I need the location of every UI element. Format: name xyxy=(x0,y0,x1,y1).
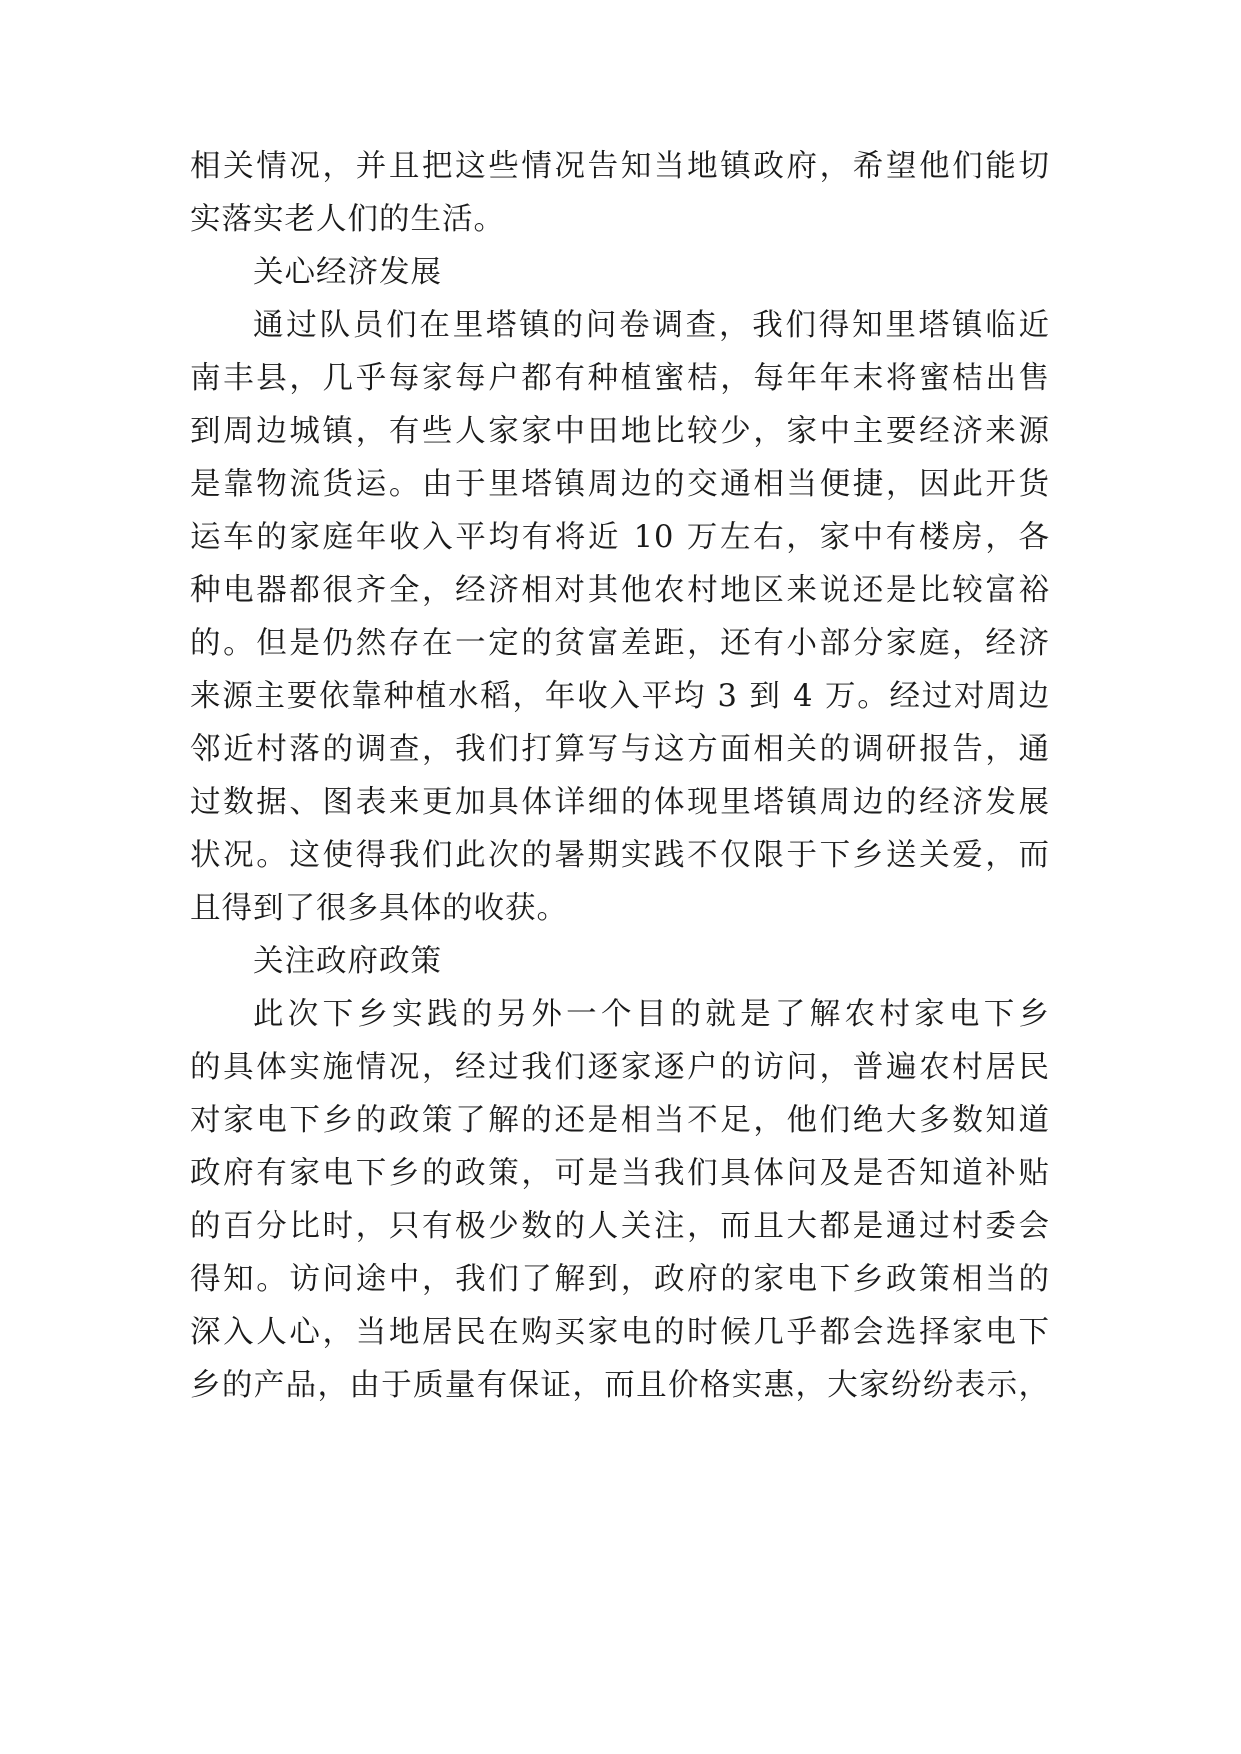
paragraph-line: 实落实老人们的生活。 xyxy=(190,202,505,237)
paragraph-line: 邻近村落的调查，我们打算写与这方面相关的调研报告，通 xyxy=(190,732,1050,767)
paragraph-line: 政府有家电下乡的政策，可是当我们具体问及是否知道补贴 xyxy=(190,1156,1050,1191)
paragraph-line: 是靠物流货运。由于里塔镇周边的交通相当便捷，因此开货 xyxy=(190,467,1050,502)
paragraph-line: 的。但是仍然存在一定的贫富差距，还有小部分家庭，经济 xyxy=(190,626,1050,661)
paragraph-line: 到周边城镇，有些人家家中田地比较少，家中主要经济来源 xyxy=(190,414,1050,449)
paragraph-line: 运车的家庭年收入平均有将近 10 万左右，家中有楼房，各 xyxy=(190,520,1050,555)
paragraph-line: 得知。访问途中，我们了解到，政府的家电下乡政策相当的 xyxy=(190,1262,1050,1297)
section-heading-policy: 关注政府政策 xyxy=(253,944,442,979)
paragraph-line: 状况。这使得我们此次的暑期实践不仅限于下乡送关爱，而 xyxy=(190,838,1050,873)
paragraph-line: 来源主要依靠种植水稻，年收入平均 3 到 4 万。经过对周边 xyxy=(190,679,1050,714)
paragraph-line: 过数据、图表来更加具体详细的体现里塔镇周边的经济发展 xyxy=(190,785,1050,820)
paragraph-line: 深入人心，当地居民在购买家电的时候几乎都会选择家电下 xyxy=(190,1315,1050,1350)
paragraph-line: 相关情况，并且把这些情况告知当地镇政府，希望他们能切 xyxy=(190,149,1050,184)
paragraph-line: 且得到了很多具体的收获。 xyxy=(190,891,568,926)
paragraph-line: 南丰县，几乎每家每户都有种植蜜桔，每年年末将蜜桔出售 xyxy=(190,361,1050,396)
paragraph-line: 的具体实施情况，经过我们逐家逐户的访问，普遍农村居民 xyxy=(190,1050,1050,1085)
paragraph-line: 种电器都很齐全，经济相对其他农村地区来说还是比较富裕 xyxy=(190,573,1050,608)
section-heading-economy: 关心经济发展 xyxy=(253,255,442,290)
paragraph-line: 乡的产品，由于质量有保证，而且价格实惠，大家纷纷表示， xyxy=(190,1368,1050,1403)
paragraph-line: 此次下乡实践的另外一个目的就是了解农村家电下乡 xyxy=(253,997,1050,1032)
paragraph-line: 对家电下乡的政策了解的还是相当不足，他们绝大多数知道 xyxy=(190,1103,1050,1138)
paragraph-line: 通过队员们在里塔镇的问卷调查，我们得知里塔镇临近 xyxy=(253,308,1050,343)
paragraph-line: 的百分比时，只有极少数的人关注，而且大都是通过村委会 xyxy=(190,1209,1050,1244)
